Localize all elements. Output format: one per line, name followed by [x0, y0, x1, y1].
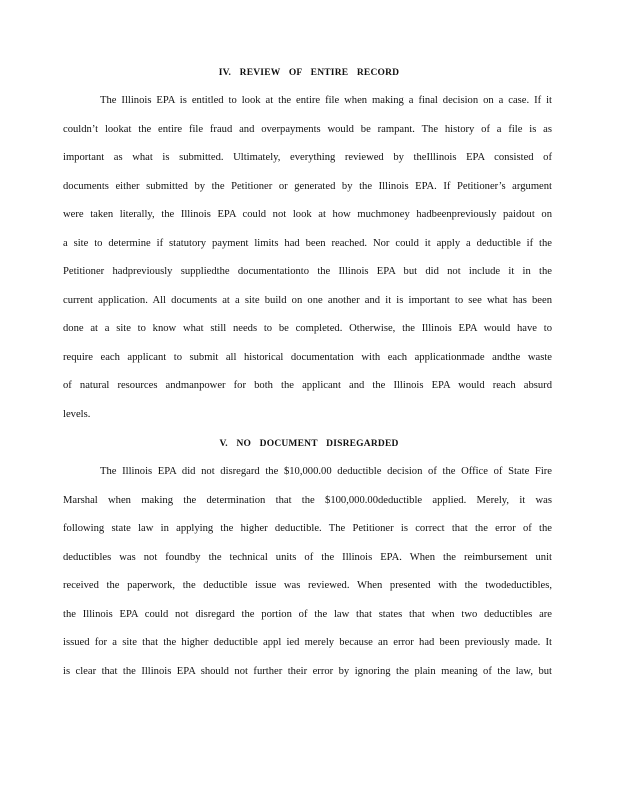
paragraph-line: important as what is submitted. Ultimately, everything reviewed by theIllinois EPA consisted of	[63, 152, 552, 163]
paragraph-line: Marshal when making the determination that the $100,000.00deductible applied. Merely, it was	[63, 495, 552, 506]
paragraph-line: The Illinois EPA is entitled to look at the entire file when making a final decision on a case. If it	[100, 95, 552, 106]
paragraph-line: current application. All documents at a site build on one another and it is important to see what has been	[63, 295, 552, 306]
paragraph-line: done at a site to know what still needs to be completed. Otherwise, the Illinois EPA would have to	[63, 323, 552, 334]
section-heading-review-of-entire-record: IV. REVIEW OF ENTIRE RECORD	[218, 68, 400, 78]
paragraph-line: Petitioner hadpreviously suppliedthe documentationto the Illinois EPA but did not include it in the	[63, 266, 552, 277]
paragraph-line: couldn’t lookat the entire file fraud and overpayments would be rampant. The history of a file is as	[63, 124, 552, 135]
paragraph-line: of natural resources andmanpower for both the applicant and the Illinois EPA would reach absurd	[63, 380, 552, 391]
section-heading-no-document-disregarded: V. NO DOCUMENT DISREGARDED	[219, 439, 399, 449]
paragraph-line: is clear that the Illinois EPA should not further their error by ignoring the plain meaning of the law, but	[63, 666, 552, 677]
paragraph-line: The Illinois EPA did not disregard the $10,000.00 deductible decision of the Office of State Fire	[100, 466, 552, 477]
paragraph-line: deductibles was not foundby the technical units of the Illinois EPA. When the reimbursement unit	[63, 552, 552, 563]
paragraph-line: issued for a site that the higher deductible appl ied merely because an error had been previously made. It	[63, 637, 552, 648]
paragraph-line: levels.	[63, 409, 91, 420]
paragraph-line: received the paperwork, the deductible issue was reviewed. When presented with the twodeductibles,	[63, 580, 552, 591]
paragraph-line: were taken literally, the Illinois EPA could not look at how muchmoney hadbeenpreviously paidout on	[63, 209, 552, 220]
paragraph-line: documents either submitted by the Petitioner or generated by the Illinois EPA. If Petitioner’s argument	[63, 181, 552, 192]
paragraph-line: a site to determine if statutory payment limits had been reached. Nor could it apply a deductible if the	[63, 238, 552, 249]
paragraph-line: the Illinois EPA could not disregard the portion of the law that states that when two deductibles are	[63, 609, 552, 620]
paragraph-line: following state law in applying the higher deductible. The Petitioner is correct that the error of the	[63, 523, 552, 534]
paragraph-line: require each applicant to submit all historical documentation with each applicationmade andthe waste	[63, 352, 552, 363]
